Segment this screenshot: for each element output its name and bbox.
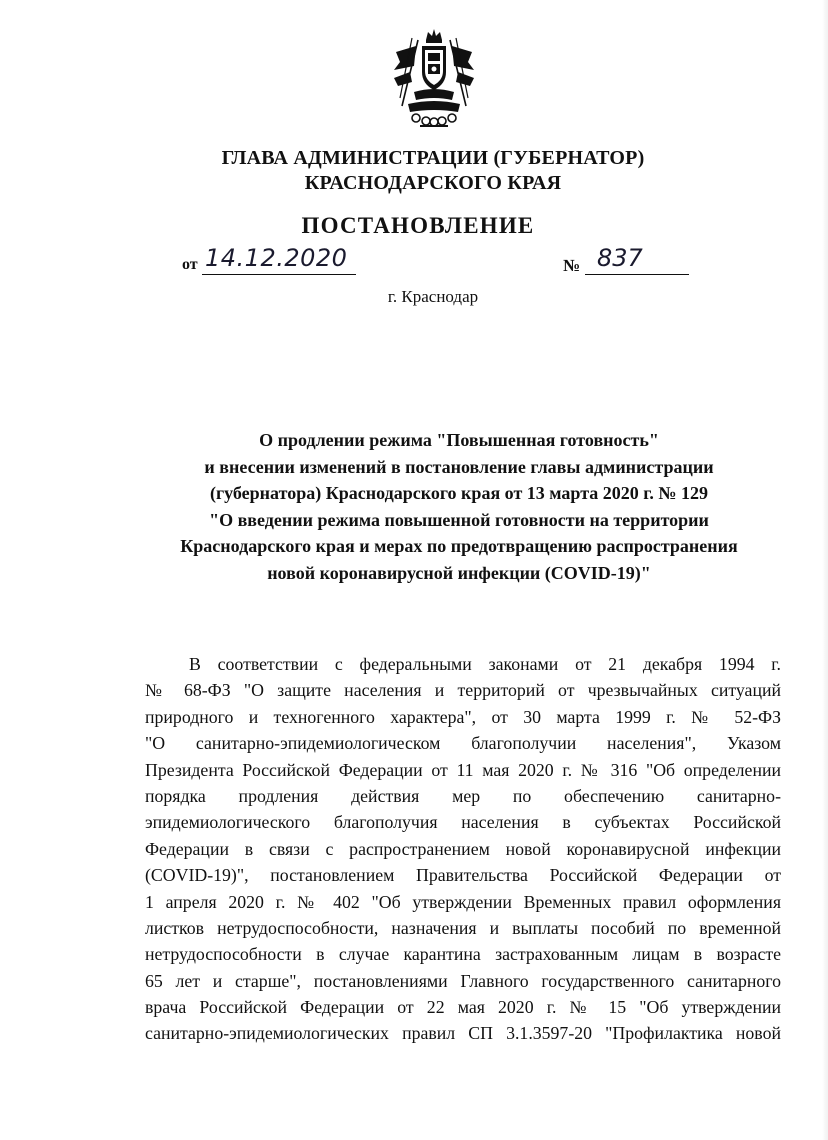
- body-line: В соответствии с федеральными законами от 21 декабря 1994 г.: [189, 654, 781, 674]
- body-line: Федерации в связи с распространением новой коронавирусной инфекции: [145, 838, 781, 859]
- document-title: [150, 427, 768, 586]
- document-type: ПОСТАНОВЛЕНИЕ: [301, 213, 535, 238]
- body-line: № 68-ФЗ "О защите населения и территорий от чрезвычайных ситуаций: [145, 680, 781, 701]
- body-line: "О санитарно-эпидемиологическом благополучии населения", Указом: [145, 733, 781, 754]
- body-line: листков нетрудоспособности, назначения и выплаты пособий по временной: [145, 917, 781, 938]
- date-label: от: [182, 256, 198, 273]
- number-underline: [585, 274, 689, 275]
- title-line: О продлении режима "Повышенная готовность": [259, 430, 659, 450]
- body-line: Президента Российской Федерации от 11 мая 2020 г. № 316 "Об определении: [145, 759, 781, 780]
- page-edge-shadow: [822, 0, 828, 1140]
- body-line: 65 лет и старше", постановлениями Главного государственного санитарного: [145, 970, 781, 991]
- body-line: (COVID-19)", постановлением Правительства Российской Федерации от: [145, 865, 781, 886]
- body-line: санитарно-эпидемиологических правил СП 3.1.3597-20 "Профилактика новой: [145, 1023, 781, 1044]
- date-underline: [202, 274, 356, 275]
- body-line: врача Российской Федерации от 22 мая 2020 г. № 15 "Об утверждении: [145, 997, 781, 1018]
- body-line: порядка продления действия мер по обеспечению санитарно-: [145, 785, 781, 806]
- body-line: эпидемиологического благополучия населения в субъектах Российской: [145, 812, 781, 833]
- title-line: новой коронавирусной инфекции (COVID-19)": [267, 562, 651, 583]
- body-line: 1 апреля 2020 г. № 402 "Об утверждении Временных правил оформления: [145, 891, 781, 912]
- authority-line: КРАСНОДАРСКОГО КРАЯ: [304, 172, 562, 194]
- body-line: природного и техногенного характера", от 30 марта 1999 г. № 52-ФЗ: [145, 706, 781, 727]
- title-line: Краснодарского края и мерах по предотвращению распространения: [180, 536, 738, 556]
- body-line: нетрудоспособности в случае карантина застрахованным лицам в возрасте: [145, 944, 781, 965]
- issue-city: г. Краснодар: [387, 287, 479, 306]
- krasnodar-krai-coat-of-arms-icon: [392, 26, 476, 130]
- handwritten-number: 837: [597, 244, 643, 272]
- issuing-authority: [140, 146, 726, 196]
- body-paragraph: [145, 651, 781, 1047]
- title-line: и внесении изменений в постановление главы администрации: [204, 456, 714, 477]
- number-label: №: [563, 256, 581, 275]
- authority-line: ГЛАВА АДМИНИСТРАЦИИ (ГУБЕРНАТОР): [221, 147, 645, 169]
- title-line: (губернатора) Краснодарского края от 13 марта 2020 г. № 129: [209, 483, 708, 503]
- title-line: "О введении режима повышенной готовности на территории: [209, 509, 709, 530]
- handwritten-date: 14.12.2020: [205, 244, 348, 272]
